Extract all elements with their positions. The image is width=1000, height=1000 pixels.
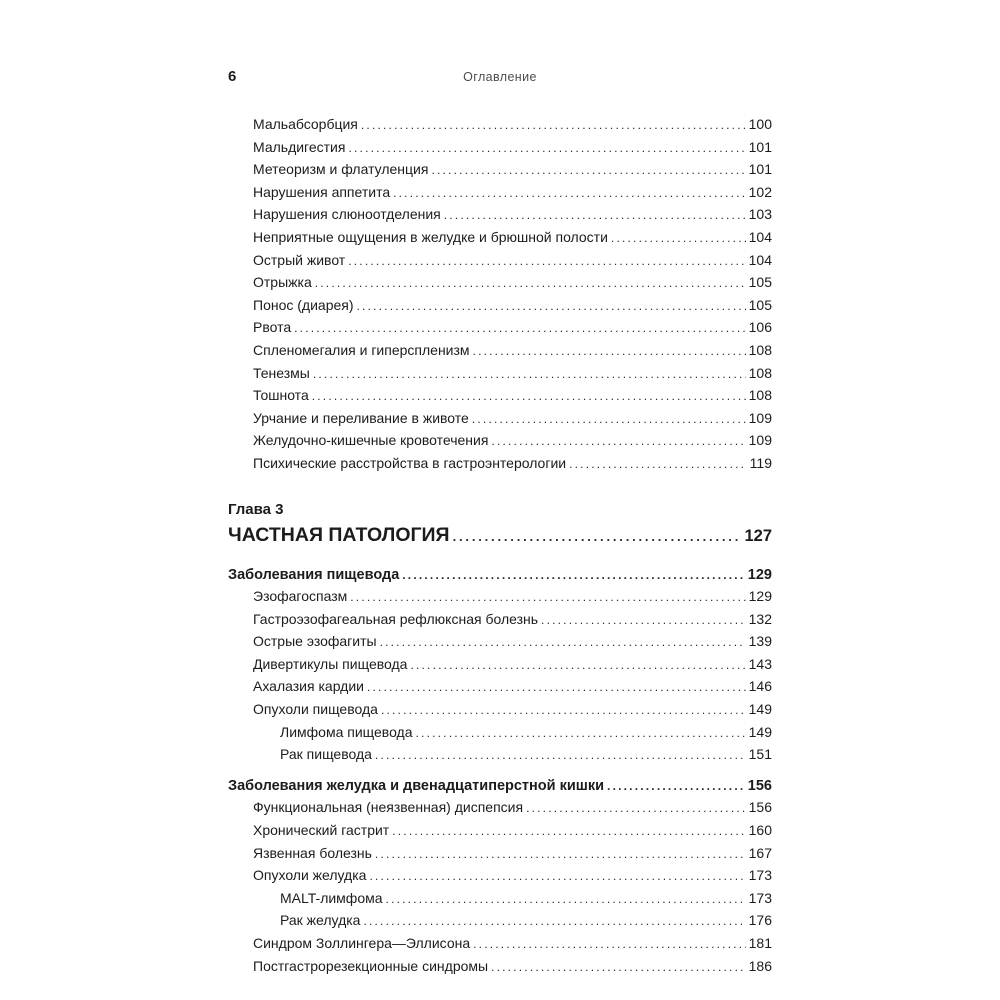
toc-entry-label: Функциональная (неязвенная) диспепсия [253, 799, 524, 816]
toc-entry-page: 106 [748, 319, 772, 336]
dot-leader [569, 453, 747, 476]
toc-row [228, 272, 772, 295]
toc-entry-label: Опухоли пищевода [253, 701, 378, 718]
toc-row [228, 114, 772, 137]
toc-entry-label: Желудочно-кишечные кровотечения [253, 432, 489, 449]
page-header [228, 68, 772, 90]
toc-row [228, 430, 772, 453]
toc-entry-page: 151 [748, 746, 772, 763]
toc-entry-label: Хронический гастрит [253, 822, 390, 839]
toc-entry-page: 156 [747, 777, 772, 794]
dot-leader [472, 408, 746, 431]
toc-entry-page: 181 [748, 935, 772, 951]
toc-entry-label: Нарушения слюноотделения [253, 206, 441, 223]
toc-row [228, 654, 772, 677]
toc-row [228, 498, 772, 522]
dot-leader [473, 933, 746, 956]
toc-entry-page: 132 [748, 610, 772, 627]
dot-leader [402, 565, 745, 587]
toc-row [228, 159, 772, 182]
toc-entry-label: Тошнота [253, 387, 309, 404]
dot-leader [541, 609, 746, 632]
toc-entry-page: 176 [748, 912, 772, 929]
toc-row [228, 250, 772, 273]
toc-entry-label: Постгастрорезекционные синдромы [253, 957, 489, 974]
dot-leader [416, 722, 746, 745]
toc-row [228, 385, 772, 408]
dot-leader [392, 820, 745, 843]
toc-row [228, 820, 772, 843]
toc-row [228, 586, 772, 609]
toc-entry-label: Острый живот [253, 251, 346, 268]
toc-entry-label: Урчание и переливание в животе [253, 409, 469, 426]
toc-row [228, 408, 772, 431]
toc-entry-label: Острые эзофагиты [253, 633, 377, 650]
toc-entry-page: 129 [747, 566, 772, 583]
toc-entry-label: Синдром Золлингера—Эллисона [253, 935, 471, 951]
toc-row [228, 699, 772, 722]
toc-entry-page: 101 [748, 138, 772, 155]
toc-entry-label: Мальдигестия [253, 138, 346, 155]
toc-row [228, 182, 772, 205]
running-title: Оглавление [463, 70, 537, 84]
toc-row [228, 317, 772, 340]
dot-leader [473, 340, 746, 363]
toc-row [228, 609, 772, 632]
toc-entry-page: 109 [748, 409, 772, 426]
toc-row [228, 340, 772, 363]
dot-leader [363, 910, 745, 933]
toc-entry-page: 108 [748, 341, 772, 358]
toc-entry-page: 104 [748, 228, 772, 245]
toc-row [228, 910, 772, 933]
toc-row [228, 865, 772, 888]
toc-entry-page: 108 [748, 387, 772, 404]
toc-entry-label: Глава 3 [228, 500, 284, 518]
toc-row [228, 137, 772, 160]
dot-leader [393, 182, 746, 205]
toc-entry-label: Рак пищевода [280, 746, 372, 763]
toc-entry-page: 101 [748, 161, 772, 178]
dot-leader [491, 430, 745, 453]
toc-row [228, 776, 772, 798]
toc-entry-page: 109 [748, 432, 772, 449]
toc-entry-label: Мальабсорбция [253, 116, 358, 132]
dot-leader [357, 295, 746, 318]
dot-leader [350, 586, 745, 609]
dot-leader [367, 676, 746, 699]
dot-leader [386, 888, 746, 911]
toc-entry-page: 156 [748, 799, 772, 816]
toc-entry-label: Ахалазия кардии [253, 678, 364, 695]
toc-entry-label: Заболевания пищевода [228, 566, 400, 583]
toc-row [228, 363, 772, 386]
toc-entry-page: 104 [748, 251, 772, 268]
dot-leader [369, 865, 745, 888]
toc-entry-label: Тенезмы [253, 364, 310, 381]
toc-entry-label: Неприятные ощущения в желудке и брюшной полости [253, 228, 608, 245]
toc-row [228, 522, 772, 550]
page-number-folio: 6 [228, 68, 237, 85]
dot-leader [381, 699, 746, 722]
toc-entry-page: 149 [748, 723, 772, 740]
toc-entry-page: 146 [748, 678, 772, 695]
toc-entry-page: 108 [748, 364, 772, 381]
toc-row [228, 888, 772, 911]
dot-leader [361, 114, 746, 137]
toc-entry-page: 139 [748, 633, 772, 650]
toc-entry-page: 173 [748, 889, 772, 906]
dot-leader [410, 654, 745, 677]
toc-row [228, 453, 772, 476]
toc-entry-label: Спленомегалия и гиперспленизм [253, 341, 470, 358]
dot-leader [375, 843, 746, 866]
dot-leader [611, 227, 746, 250]
toc-row [228, 676, 772, 699]
toc-row [228, 797, 772, 820]
toc-row [228, 295, 772, 318]
toc-row [228, 722, 772, 745]
toc-entry-label: ЧАСТНАЯ ПАТОЛОГИЯ [228, 523, 450, 546]
toc-row [228, 933, 772, 956]
toc-entry-page: 103 [748, 206, 772, 223]
toc-entry-label: Рак желудка [280, 912, 361, 929]
dot-leader [526, 797, 746, 820]
toc-entry-label: Заболевания желудка и двенадцатиперстной кишки [228, 777, 605, 794]
dot-leader [607, 776, 745, 798]
dot-leader [294, 317, 746, 340]
toc-entry-page: 186 [748, 957, 772, 974]
toc-row [228, 956, 772, 979]
dot-leader [313, 363, 746, 386]
toc-entry-label: MALT-лимфома [280, 889, 383, 906]
toc-entry-label: Гастроэзофагеальная рефлюксная болезнь [253, 610, 539, 627]
dot-leader [491, 956, 746, 979]
toc-entry-label: Дивертикулы пищевода [253, 655, 408, 672]
toc-entry-page: 105 [748, 274, 772, 291]
toc-entry-page: 102 [748, 183, 772, 200]
toc-entry-page: 173 [748, 867, 772, 884]
toc-row [228, 204, 772, 227]
toc-entry-label: Язвенная болезнь [253, 844, 372, 861]
toc-row [228, 565, 772, 587]
toc-entry-label: Рвота [253, 319, 292, 336]
toc-entry-label: Опухоли желудка [253, 867, 367, 884]
dot-leader [312, 385, 746, 408]
dot-leader [453, 522, 742, 550]
dot-leader [315, 272, 746, 295]
toc-row [228, 227, 772, 250]
toc-entry-page: 100 [748, 116, 772, 132]
toc-row [228, 744, 772, 767]
toc-entry-page: 143 [748, 655, 772, 672]
dot-leader [444, 204, 746, 227]
toc-entry-label: Эзофагоспазм [253, 588, 348, 605]
toc-entry-page: 167 [748, 844, 772, 861]
toc-entry-page: 119 [749, 454, 772, 471]
toc-entry-page: 105 [748, 296, 772, 313]
toc-entry-page: 129 [748, 588, 772, 605]
toc-entry-label: Метеоризм и флатуленция [253, 161, 429, 178]
toc-row [228, 631, 772, 654]
toc-entry-page: 149 [748, 701, 772, 718]
dot-leader [348, 137, 745, 160]
toc-entry-label: Нарушения аппетита [253, 183, 391, 200]
dot-leader [431, 159, 745, 182]
toc-entry-page: 127 [744, 526, 772, 545]
dot-leader [348, 250, 745, 273]
toc-entry-page: 160 [748, 822, 772, 839]
toc-entry-label: Психические расстройства в гастроэнтерологии [253, 454, 567, 471]
toc-entry-label: Понос (диарея) [253, 296, 354, 313]
toc-list [228, 114, 772, 978]
toc-entry-label: Отрыжка [253, 274, 312, 291]
dot-leader [375, 744, 746, 767]
toc-entry-label: Лимфома пищевода [280, 723, 413, 740]
toc-row [228, 843, 772, 866]
dot-leader [380, 631, 746, 654]
